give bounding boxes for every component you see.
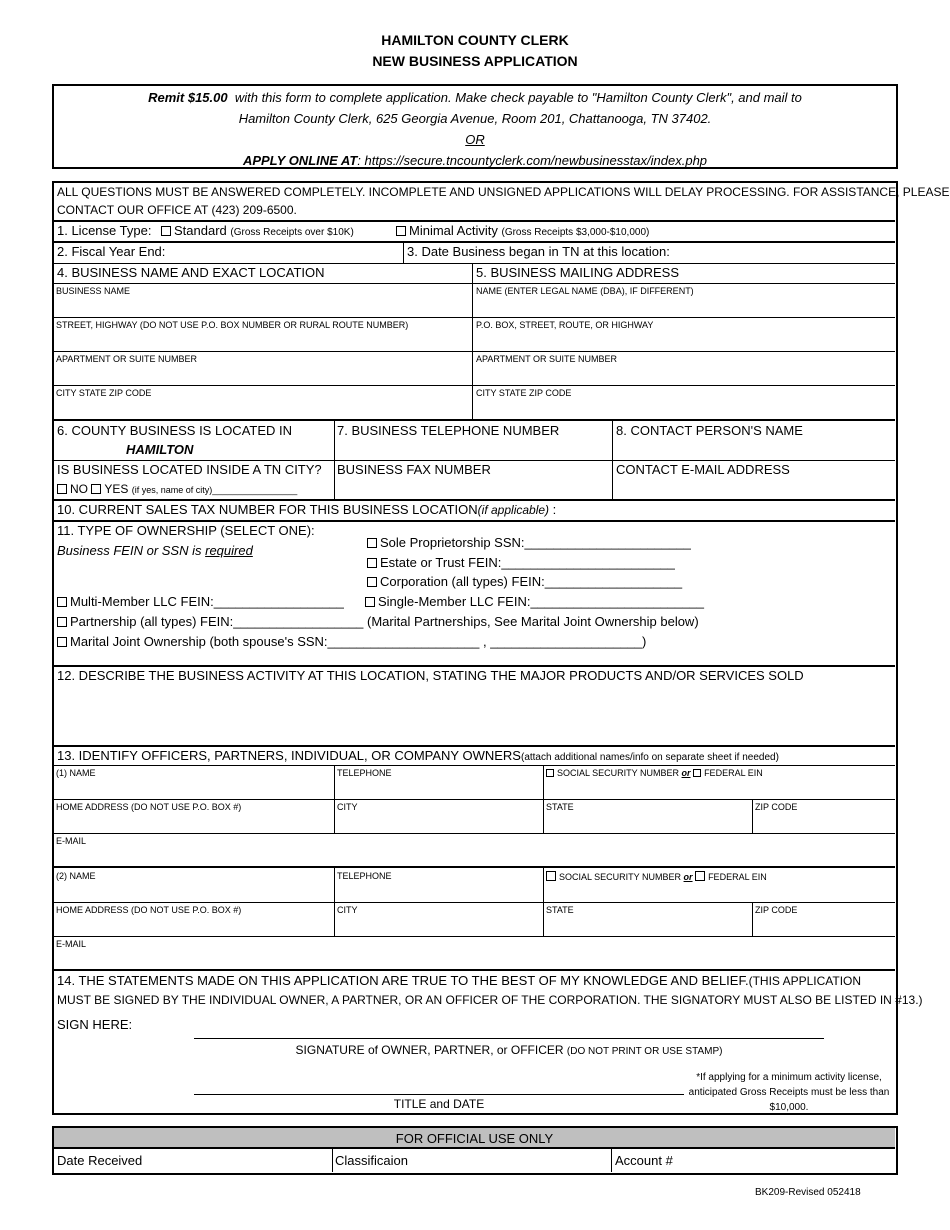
city-name-field[interactable]: (if yes, name of city)_________________ [131,485,298,495]
owner2-home-address-field[interactable]: HOME ADDRESS (DO NOT USE P.O. BOX #) [56,905,242,915]
license-standard[interactable]: Standard (Gross Receipts over $10K) [161,223,354,238]
estate-checkbox[interactable] [367,558,377,568]
signature-line[interactable] [194,1038,824,1039]
owner2-id-field[interactable]: SOCIAL SECURITY NUMBER or FEDERAL EIN [546,871,767,882]
owner1-city-field[interactable]: CITY [337,802,358,812]
owner2-email-field[interactable]: E-MAIL [56,939,87,949]
owner2-zip-field[interactable]: ZIP CODE [755,905,798,915]
marital-option[interactable]: Marital Joint Ownership (both spouse's SSN:_____________________ , _____________________) [57,634,646,649]
telephone-label: 7. BUSINESS TELEPHONE NUMBER [337,423,560,438]
standard-checkbox[interactable] [161,226,171,236]
title-date-caption: TITLE and DATE [393,1097,485,1111]
multi-llc-option[interactable]: Multi-Member LLC FEIN:__________________ [57,594,344,609]
owners-label: 13. IDENTIFY OFFICERS, PARTNERS, INDIVIDUAL, OR COMPANY OWNERS(attach additional names/info on separate sheet if needed) [57,748,779,763]
sole-checkbox[interactable] [367,538,377,548]
sign-here-label: SIGN HERE: [57,1017,133,1032]
corporation-checkbox[interactable] [367,577,377,587]
online-url[interactable]: : https://secure.tncountyclerk.com/newbusinesstax/index.php [357,153,708,168]
instructions-line1: ALL QUESTIONS MUST BE ANSWERED COMPLETELY. INCOMPLETE AND UNSIGNED APPLICATIONS WILL DELAY PROCESSING. FOR ASSISTANCE, PLEASE [57,185,950,199]
owner1-state-field[interactable]: STATE [546,802,574,812]
fax-label: BUSINESS FAX NUMBER [337,462,491,477]
owner2-telephone-field[interactable]: TELEPHONE [337,871,392,881]
official-use-header: FOR OFFICIAL USE ONLY [54,1128,895,1149]
revision-code: BK209-Revised 052418 [755,1187,861,1198]
yes-checkbox[interactable] [91,484,101,494]
remit-line1: with this form to complete application. Make check payable to "Hamilton County Clerk", and mail to [234,90,802,105]
sales-tax-label: 10. CURRENT SALES TAX NUMBER FOR THIS BUSINESS LOCATION(if applicable) : [57,502,557,517]
mailing-city-state-zip-field[interactable]: CITY STATE ZIP CODE [476,388,572,398]
owner1-ein-checkbox[interactable] [693,769,701,777]
legal-name-field[interactable]: NAME (ENTER LEGAL NAME (DBA), IF DIFFERENT) [476,286,694,296]
owner1-zip-field[interactable]: ZIP CODE [755,802,798,812]
apartment-field[interactable]: APARTMENT OR SUITE NUMBER [56,354,198,364]
classification-field: Classificaion [335,1153,408,1168]
minimal-checkbox[interactable] [396,226,406,236]
ownership-note: Business FEIN or SSN is required [57,543,253,558]
account-field: Account # [615,1153,673,1168]
city-state-zip-field[interactable]: CITY STATE ZIP CODE [56,388,152,398]
owner1-home-address-field[interactable]: HOME ADDRESS (DO NOT USE P.O. BOX #) [56,802,242,812]
owner2-state-field[interactable]: STATE [546,905,574,915]
office-title: HAMILTON COUNTY CLERK [381,32,569,48]
instructions-line2: CONTACT OUR OFFICE AT (423) 209-6500. [57,203,297,217]
remit-or: OR [465,132,485,147]
no-checkbox[interactable] [57,484,67,494]
ownership-label: 11. TYPE OF OWNERSHIP (SELECT ONE): [57,523,315,538]
q4-label: 4. BUSINESS NAME AND EXACT LOCATION [57,265,325,280]
title-date-line[interactable] [194,1094,684,1095]
remit-box [52,84,898,169]
date-began-label: 3. Date Business began in TN at this location: [407,244,670,259]
q5-label: 5. BUSINESS MAILING ADDRESS [476,265,680,280]
business-activity-label: 12. DESCRIBE THE BUSINESS ACTIVITY AT THIS LOCATION, STATING THE MAJOR PRODUCTS AND/OR SERVICES SOLD [57,668,804,683]
estate-option[interactable]: Estate or Trust FEIN:________________________ [367,555,675,570]
signature-caption: SIGNATURE of OWNER, PARTNER, or OFFICER (DO NOT PRINT OR USE STAMP) [295,1043,723,1057]
street-field[interactable]: STREET, HIGHWAY (DO NOT USE P.O. BOX NUMBER OR RURAL ROUTE NUMBER) [56,320,409,330]
county-label: 6. COUNTY BUSINESS IS LOCATED IN [57,423,293,438]
tn-city-label: IS BUSINESS LOCATED INSIDE A TN CITY? [57,462,322,477]
owner2-ein-checkbox[interactable] [695,871,705,881]
license-minimal[interactable]: Minimal Activity (Gross Receipts $3,000-$10,000) [396,223,649,238]
remit-line2: Hamilton County Clerk, 625 Georgia Avenue, Room 201, Chattanooga, TN 37402. [238,111,712,126]
partnership-option[interactable]: Partnership (all types) FEIN:__________________ (Marital Partnerships, See Marital Joint Ownership below) [57,614,699,629]
county-value: HAMILTON [126,442,194,457]
owner1-email-field[interactable]: E-MAIL [56,836,87,846]
single-llc-checkbox[interactable] [365,597,375,607]
date-received-field: Date Received [57,1153,143,1168]
remit-amount: Remit $15.00 [148,90,228,105]
official-use-box [52,1126,898,1175]
business-name-field[interactable]: BUSINESS NAME [56,286,131,296]
certification-line2: MUST BE SIGNED BY THE INDIVIDUAL OWNER, A PARTNER, OR AN OFFICER OF THE CORPORATION. THE SIGNATORY MUST ALSO BE LISTED IN #13.) [57,993,923,1007]
license-type-label: 1. License Type: [57,223,152,238]
multi-llc-checkbox[interactable] [57,597,67,607]
owner2-name-field[interactable]: (2) NAME [56,871,96,881]
po-box-field[interactable]: P.O. BOX, STREET, ROUTE, OR HIGHWAY [476,320,654,330]
mailing-apartment-field[interactable]: APARTMENT OR SUITE NUMBER [476,354,618,364]
owner1-telephone-field[interactable]: TELEPHONE [337,768,392,778]
contact-email-label: CONTACT E-MAIL ADDRESS [616,462,790,477]
corporation-option[interactable]: Corporation (all types) FEIN:___________________ [367,574,682,589]
fiscal-year-label: 2. Fiscal Year End: [57,244,166,259]
owner1-ssn-checkbox[interactable] [546,769,554,777]
owner1-id-field[interactable]: SOCIAL SECURITY NUMBER or FEDERAL EIN [546,768,763,778]
online-label: APPLY ONLINE AT [242,153,358,168]
owner1-name-field[interactable]: (1) NAME [56,768,96,778]
partnership-checkbox[interactable] [57,617,67,627]
certification-label: 14. THE STATEMENTS MADE ON THIS APPLICATION ARE TRUE TO THE BEST OF MY KNOWLEDGE AND BELIEF.(THIS APPLICATION [57,973,862,988]
application-form [52,181,950,1115]
owner2-ssn-checkbox[interactable] [546,871,556,881]
owner2-city-field[interactable]: CITY [337,905,358,915]
tn-city-options: NO YES (if yes, name of city)_________________ [57,482,297,496]
single-llc-option[interactable]: Single-Member LLC FEIN:________________________ [365,594,704,609]
marital-checkbox[interactable] [57,637,67,647]
minimum-activity-note: *If applying for a minimum activity license, anticipated Gross Receipts must be less than $10,000. [688,1072,890,1113]
sole-proprietorship-option[interactable]: Sole Proprietorship SSN:_______________________ [367,535,691,550]
form-title: NEW BUSINESS APPLICATION [372,53,578,69]
contact-name-label: 8. CONTACT PERSON'S NAME [616,423,803,438]
